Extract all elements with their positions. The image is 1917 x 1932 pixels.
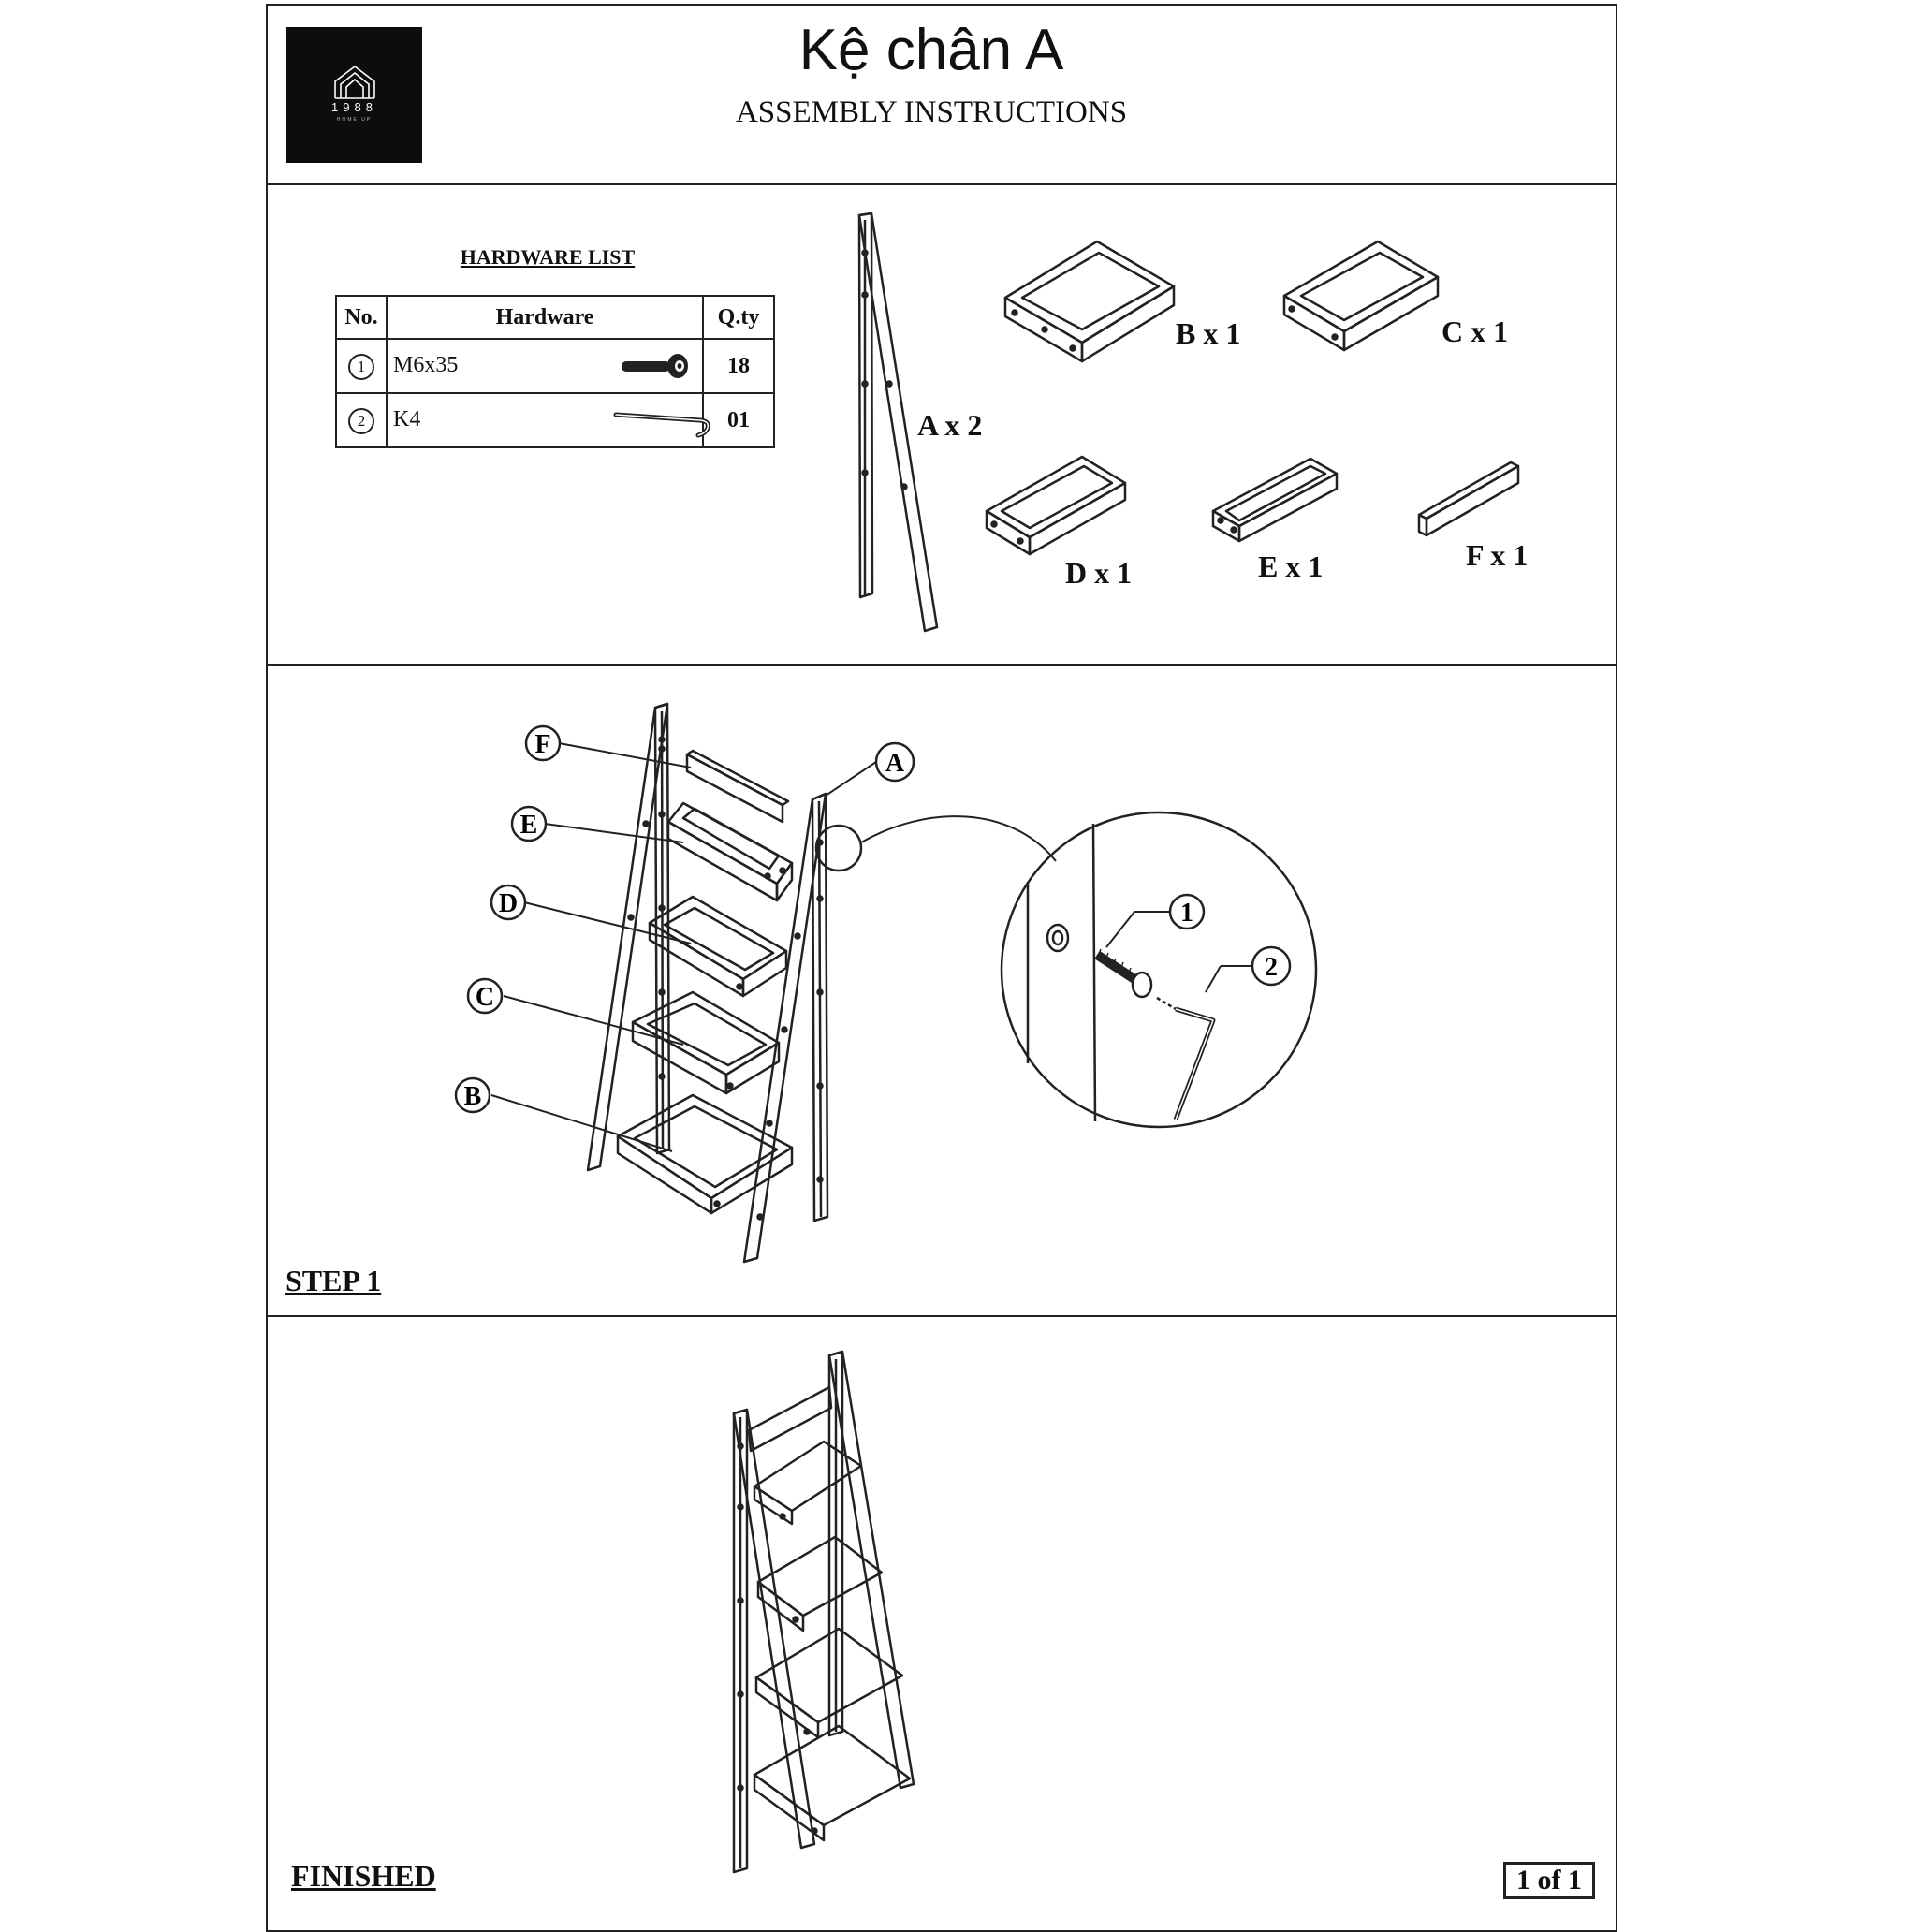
part-e-label: E x 1	[1258, 549, 1324, 583]
callout-2	[1252, 947, 1290, 985]
page-subtitle: ASSEMBLY INSTRUCTIONS	[735, 95, 1128, 129]
page-title: Kệ chân A	[798, 18, 1064, 82]
step1-label: STEP 1	[285, 1264, 382, 1297]
callout-2-number: 2	[1265, 953, 1278, 982]
callout-f-letter: F	[534, 730, 551, 759]
callout-a	[876, 743, 914, 781]
part-b-label: B x 1	[1176, 316, 1241, 350]
hardware-qty: 01	[703, 393, 774, 447]
callout-e	[512, 807, 546, 841]
finished-drawing	[734, 1352, 914, 1872]
callout-c	[468, 979, 502, 1013]
callout-1	[1170, 895, 1204, 929]
part-d-drawing	[987, 457, 1125, 554]
logo-text: 1988	[331, 100, 377, 114]
callout-b-letter: B	[463, 1082, 482, 1111]
callout-f	[526, 726, 560, 760]
callout-b	[456, 1078, 490, 1112]
col-no: No.	[336, 296, 387, 339]
hardware-list-title: HARDWARE LIST	[460, 245, 636, 269]
part-d-label: D x 1	[1065, 556, 1133, 590]
col-qty: Q.ty	[703, 296, 774, 339]
hardware-name: M6x35	[393, 353, 459, 377]
step1-exploded-view	[588, 704, 827, 1262]
hardware-qty: 18	[703, 339, 774, 393]
hardware-name: K4	[393, 407, 421, 432]
row-number: 1	[348, 354, 374, 380]
callout-a-letter: A	[885, 749, 905, 778]
callout-d	[491, 886, 525, 919]
part-c-drawing	[1284, 242, 1438, 350]
row-number: 2	[348, 408, 374, 434]
part-f-drawing	[1419, 462, 1518, 535]
part-e-drawing	[1213, 459, 1337, 541]
finished-label: FINISHED	[291, 1859, 436, 1893]
part-a-label: A x 2	[917, 408, 983, 442]
callout-c-letter: C	[475, 983, 495, 1012]
callout-d-letter: D	[498, 889, 519, 918]
callout-e-letter: E	[519, 811, 538, 840]
col-hardware: Hardware	[387, 296, 703, 339]
page-number: 1 of 1	[1503, 1862, 1595, 1899]
detail-magnifier	[816, 812, 1316, 1127]
part-b-drawing	[1005, 242, 1174, 361]
part-c-label: C x 1	[1441, 315, 1509, 348]
callout-1-number: 1	[1180, 899, 1193, 928]
part-f-label: F x 1	[1466, 538, 1529, 572]
part-a-drawing	[859, 213, 937, 631]
logo-subtext: HOME UP	[336, 117, 373, 123]
